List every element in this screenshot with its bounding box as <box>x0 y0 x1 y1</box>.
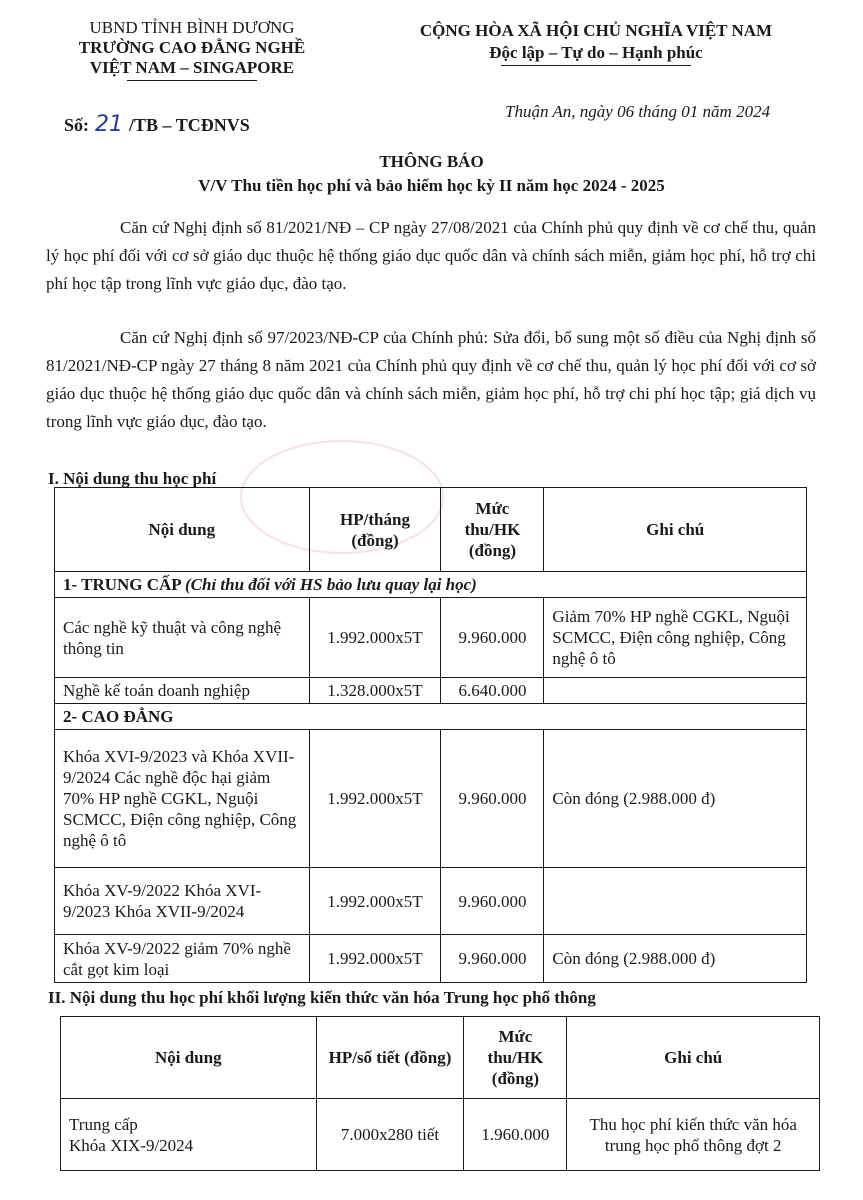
motto: Độc lập – Tự do – Hạnh phúc <box>489 43 703 62</box>
header-hp: HP/số tiết (đồng) <box>316 1017 464 1099</box>
cell-hp: 1.992.000x5T <box>309 730 441 868</box>
table-row <box>55 868 807 935</box>
group-row-cao-dang <box>55 704 807 730</box>
header-hp: HP/tháng (đồng) <box>309 488 441 572</box>
cell-note: Còn đóng (2.988.000 đ) <box>544 730 807 868</box>
table-row <box>55 935 807 983</box>
table-row <box>55 598 807 678</box>
cell-hp: 1.328.000x5T <box>309 678 441 704</box>
cell-note <box>544 678 807 704</box>
table-row <box>55 730 807 868</box>
issuer-underline <box>127 80 257 81</box>
group-title: 1- TRUNG CẤP <box>63 575 181 594</box>
motto-underline <box>501 65 691 66</box>
group-note: (Chỉ thu đối với HS bảo lưu quay lại học) <box>185 575 477 594</box>
cell-content: Khóa XV-9/2022 Khóa XVI-9/2023 Khóa XVII-9/2024 <box>55 868 310 935</box>
header-content: Nội dung <box>61 1017 317 1099</box>
paragraph-text: Căn cứ Nghị định số 97/2023/NĐ-CP của Chính phủ: Sửa đổi, bổ sung một số điều của Nghị định số 81/2021/NĐ-CP ngày 27 tháng 8 năm 2021 của Chính phủ quy định về cơ chế thu, quản lý học phí đối với cơ sở giáo dục thuộc hệ thống giáo dục quốc dân và chính sách miễn, giảm học phí, hỗ trợ chi phí học tập; giá dịch vụ trong lĩnh vực giáo dục, đào tạo. <box>46 328 816 431</box>
number-suffix: /TB – TCĐNVS <box>129 115 250 135</box>
table-header-row <box>55 488 807 572</box>
table-row <box>61 1099 820 1171</box>
header-content: Nội dung <box>55 488 310 572</box>
cell-hp: 7.000x280 tiết <box>316 1099 464 1171</box>
cell-note: Giảm 70% HP nghề CGKL, Nguội SCMCC, Điện công nghiệp, Công nghệ ô tô <box>544 598 807 678</box>
content-line-2: Khóa XIX-9/2024 <box>69 1135 194 1155</box>
section-2-heading: II. Nội dung thu học phí khối lượng kiến thức văn hóa Trung học phổ thông <box>48 988 596 1007</box>
cell-content: Các nghề kỹ thuật và công nghệ thông tin <box>55 598 310 678</box>
cell-hp: 1.992.000x5T <box>309 868 441 935</box>
issuer-school: TRƯỜNG CAO ĐẲNG NGHỀ <box>78 38 306 57</box>
table-header-row <box>61 1017 820 1099</box>
tuition-table <box>54 487 807 983</box>
cell-note: Thu học phí kiến thức văn hóa trung học phổ thông đợt 2 <box>567 1099 820 1171</box>
cell-hp: 1.992.000x5T <box>309 935 441 983</box>
header-note: Ghi chú <box>544 488 807 572</box>
cell-muc: 9.960.000 <box>441 935 544 983</box>
legal-basis-2 <box>46 324 816 436</box>
header-muc: Mức thu/HK (đồng) <box>441 488 544 572</box>
issuer-block <box>42 18 342 81</box>
section-1-heading: I. Nội dung thu học phí <box>48 469 217 488</box>
cell-muc: 9.960.000 <box>441 868 544 935</box>
cell-muc: 6.640.000 <box>441 678 544 704</box>
country-name: CỘNG HÒA XÃ HỘI CHỦ NGHĨA VIỆT NAM <box>419 21 773 40</box>
cell-note: Còn đóng (2.988.000 đ) <box>544 935 807 983</box>
cell-muc: 1.960.000 <box>464 1099 567 1171</box>
cell-content: Nghề kế toán doanh nghiệp <box>55 678 310 704</box>
culture-tuition-table <box>60 1016 820 1171</box>
document-number <box>64 112 250 137</box>
table-row <box>55 678 807 704</box>
title-sub: V/V Thu tiền học phí và bảo hiểm học kỳ II năm học 2024 - 2025 <box>198 176 665 195</box>
cell-content: Khóa XVI-9/2023 và Khóa XVII-9/2024 Các nghề độc hại giảm 70% HP nghề CGKL, Nguội SCMCC, Điện công nghiệp, Công nghệ ô tô <box>55 730 310 868</box>
number-handwritten: 21 <box>95 112 124 137</box>
national-motto <box>356 20 836 66</box>
cell-content: Khóa XV-9/2022 giảm 70% nghề cắt gọt kim loại <box>55 935 310 983</box>
cell-muc: 9.960.000 <box>441 598 544 678</box>
group-title: 2- CAO ĐẲNG <box>55 704 807 730</box>
content-line-1: Trung cấp <box>69 1114 138 1134</box>
issuer-school-2: VIỆT NAM – SINGAPORE <box>89 58 295 77</box>
legal-basis-1 <box>46 214 816 298</box>
number-label: Số: <box>64 115 90 135</box>
cell-content <box>61 1099 317 1171</box>
document-title <box>0 150 863 198</box>
group-row-trung-cap <box>55 572 807 598</box>
paragraph-text: Căn cứ Nghị định số 81/2021/NĐ – CP ngày 27/08/2021 của Chính phủ quy định về cơ chế thu, quản lý học phí đối với cơ sở giáo dục thuộc hệ thống giáo dục quốc dân và chính sách miễn, giảm học phí, hỗ trợ chi phí học tập trong lĩnh vực giáo dục, đào tạo. <box>46 218 816 293</box>
header-note: Ghi chú <box>567 1017 820 1099</box>
title-main: THÔNG BÁO <box>379 152 484 171</box>
issuer-province: UBND TỈNH BÌNH DƯƠNG <box>89 18 295 37</box>
cell-note <box>544 868 807 935</box>
header-muc: Mức thu/HK (đồng) <box>464 1017 567 1099</box>
cell-muc: 9.960.000 <box>441 730 544 868</box>
cell-hp: 1.992.000x5T <box>309 598 441 678</box>
document-date: Thuận An, ngày 06 tháng 01 năm 2024 <box>505 102 771 121</box>
